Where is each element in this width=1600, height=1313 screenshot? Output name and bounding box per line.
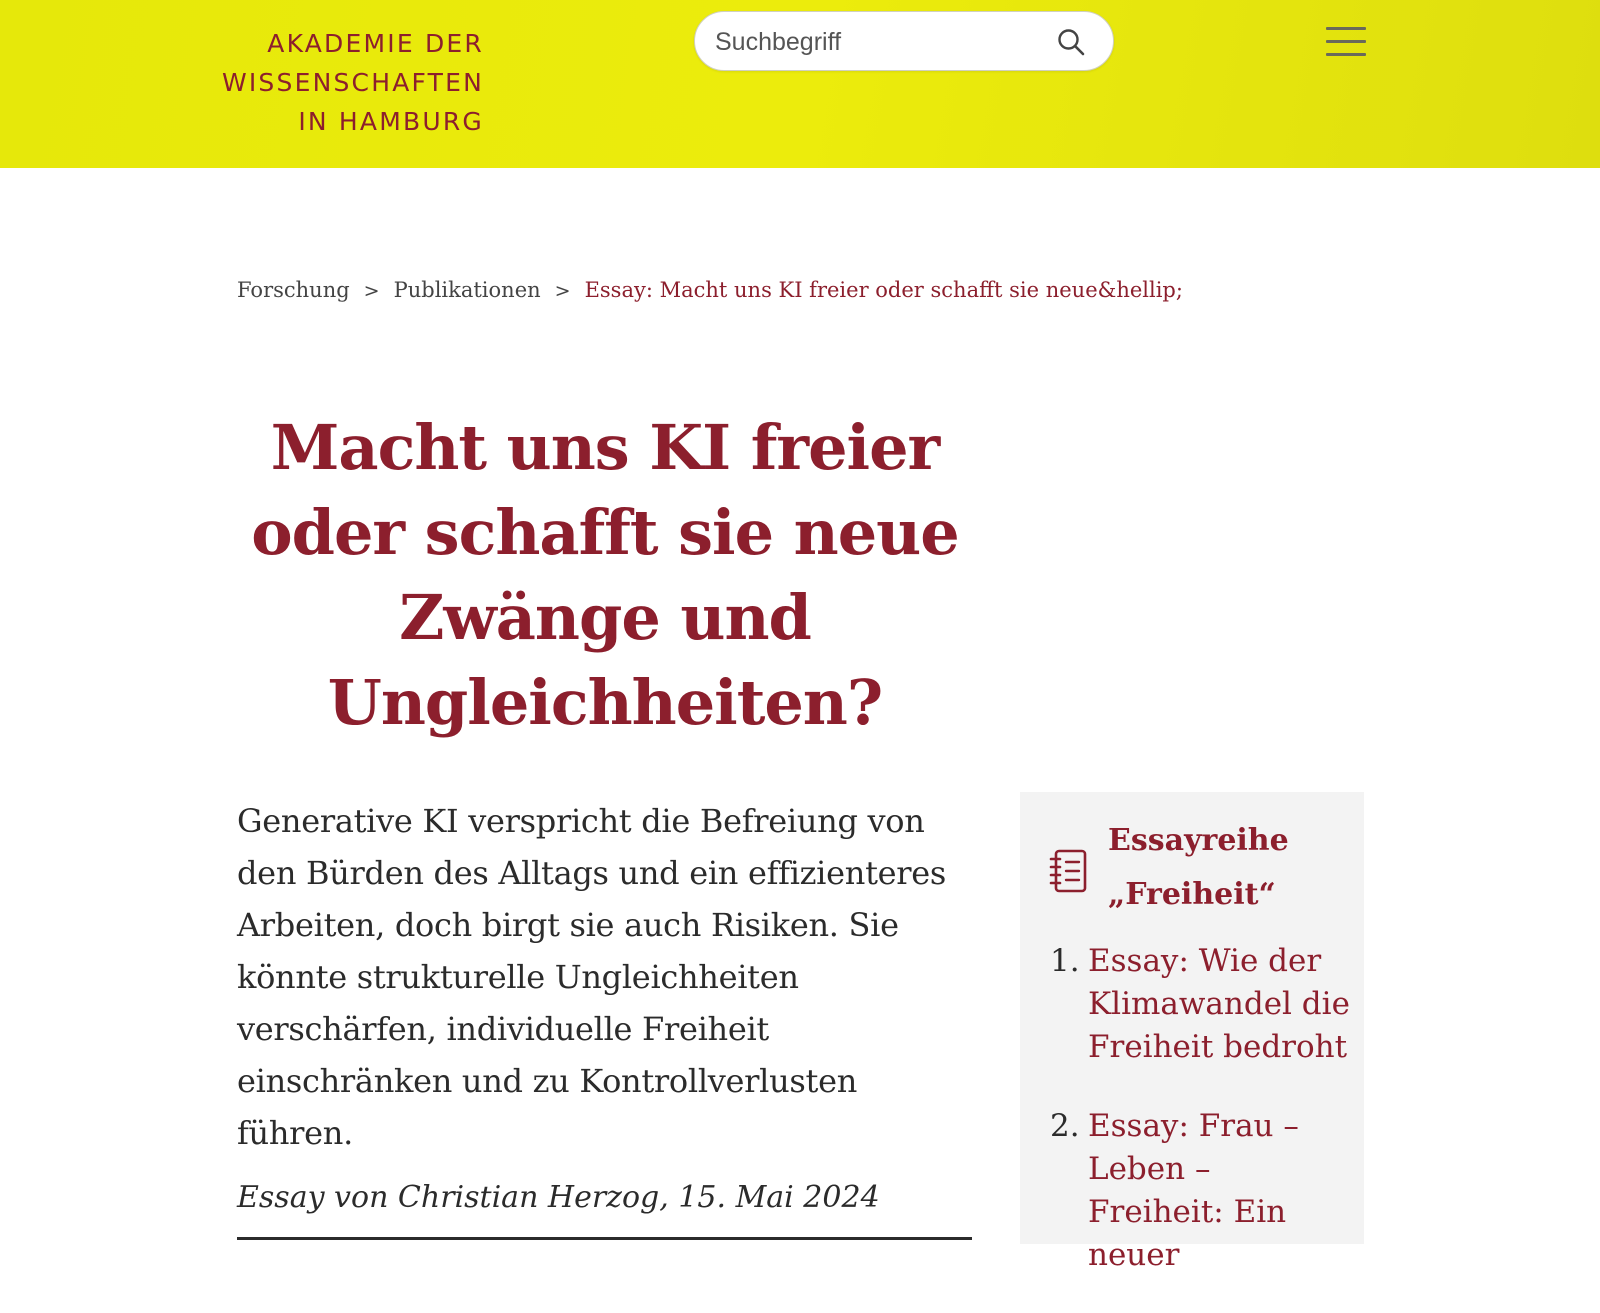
hamburger-menu-icon[interactable]	[1326, 25, 1366, 59]
title-line-3: Zwänge und	[399, 581, 811, 654]
breadcrumb-separator: >	[363, 280, 380, 302]
logo-line-1: AKADEMIE DER	[267, 29, 484, 58]
essay-series-list	[1050, 940, 1350, 1313]
page-title	[237, 405, 973, 745]
logo-line-3: IN HAMBURG	[298, 107, 484, 136]
essay-link-klimawandel[interactable]: Essay: Wie der Klimawandel die Freiheit bedroht	[1088, 943, 1350, 1065]
article-byline: Essay von Christian Herzog, 15. Mai 2024	[237, 1180, 972, 1240]
essay-series-box	[1020, 792, 1364, 1273]
title-line-2: oder schafft sie neue	[251, 496, 959, 569]
logo-line-2: WISSENSCHAFTEN	[221, 68, 484, 97]
search-icon[interactable]	[1057, 28, 1085, 56]
essay-series-heading-line-2: „Freiheit“	[1108, 877, 1276, 912]
essay-series-heading-line-1: Essayreihe	[1108, 823, 1289, 858]
site-logo[interactable]	[210, 24, 484, 141]
search-input[interactable]	[715, 22, 1035, 62]
breadcrumb-item-forschung[interactable]: Forschung	[237, 278, 350, 302]
title-line-4: Ungleichheiten?	[327, 666, 883, 739]
title-line-1: Macht uns KI freier	[270, 411, 940, 484]
search-box	[694, 11, 1114, 71]
breadcrumb-current: Essay: Macht uns KI freier oder schafft sie neue&hellip;	[584, 278, 1183, 302]
list-item-number: 1.	[1050, 943, 1080, 979]
article-lead: Generative KI verspricht die Befreiung von den Bürden des Alltags und ein effizienteres Arbeiten, doch birgt sie auch Risiken. Sie könnte strukturelle Ungleichheiten verschärfen, individuelle Freiheit einschränken und zu Kontrollverlusten führen.	[237, 802, 947, 1152]
list-item	[1050, 1105, 1350, 1277]
essay-series-heading	[1108, 814, 1338, 922]
list-item	[1050, 940, 1350, 1069]
breadcrumb-separator: >	[554, 280, 571, 302]
list-item-number: 2.	[1050, 1108, 1080, 1144]
essay-link-frau-leben-freiheit[interactable]: Essay: Frau – Leben – Freiheit: Ein neuer	[1088, 1108, 1299, 1273]
site-header	[0, 0, 1600, 168]
breadcrumb	[237, 278, 1183, 302]
notebook-icon	[1050, 849, 1088, 893]
breadcrumb-item-publikationen[interactable]: Publikationen	[393, 278, 541, 302]
